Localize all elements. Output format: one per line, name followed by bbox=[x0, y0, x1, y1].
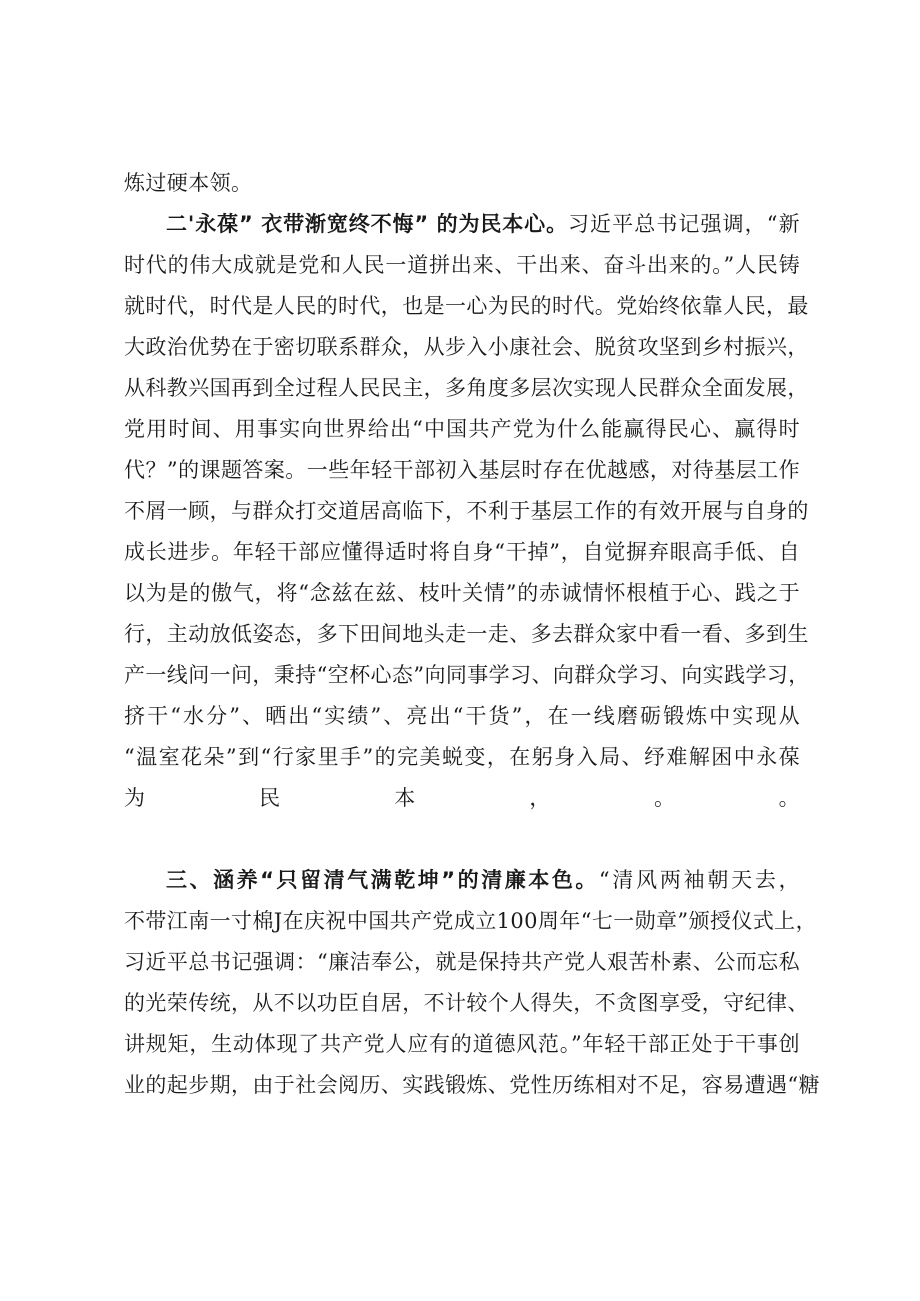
paragraph-1-line-8: 不屑一顾，与群众打交道居高临下，不利于基层工作的有效开展与自身的 bbox=[124, 499, 809, 523]
paragraph-1-line-6: 党用时间、用事实向世界给出“中国共产党为什么能赢得民心、赢得时 bbox=[124, 417, 800, 441]
paragraph-2-line-1-text: “清风两袖朝天去， bbox=[598, 868, 800, 892]
section-3-heading: 三、涵养“只留清气满乾坤”的清廉本色。 bbox=[166, 868, 599, 892]
paragraph-2-line-6: 业的起步期，由于社会阅历、实践锻炼、党性历练相对不足，容易遭遇“糖 bbox=[124, 1073, 820, 1097]
paragraph-1-line-3: 就时代，时代是人民的时代，也是一心为民的时代。党始终依靠人民，最 bbox=[124, 294, 809, 318]
paragraph-0-line-1: 炼过硬本领。 bbox=[124, 171, 253, 195]
paragraph-1-line-15: 为民本，。。 bbox=[124, 786, 800, 810]
paragraph-1-line-4: 大政治优势在于密切联系群众，从步入小康社会、脱贫攻坚到乡村振兴， bbox=[124, 335, 809, 359]
paragraph-2-line-5: 讲规矩，生动体现了共产党人应有的道德风范。”年轻干部正处于干事创 bbox=[124, 1032, 800, 1056]
paragraph-2-line-4: 的光荣传统，从不以功臣自居，不计较个人得失，不贪图享受，守纪律、 bbox=[124, 991, 809, 1015]
paragraph-2-line-2: 不带江南一寸棉J在庆祝中国共产党成立100周年“七一勋章”颁授仪式上， bbox=[124, 909, 817, 933]
paragraph-1-line-13: 挤干“水分”、晒出“实绩”、亮出“干货”，在一线磨砺锻炼中实现从 bbox=[124, 704, 800, 728]
paragraph-1-line-14: “温室花朵”到“行家里手”的完美蜕变，在躬身入局、纾难解困中永葆 bbox=[124, 745, 800, 769]
paragraph-1-line-2: 时代的伟大成就是党和人民一道拼出来、干出来、奋斗出来的。”人民铸 bbox=[124, 253, 800, 277]
paragraph-1-line-9: 成长进步。年轻干部应懂得适时将自身“干掉”，自觉摒弃眼高手低、自 bbox=[124, 540, 800, 564]
paragraph-1-line-12: 产一线问一问，秉持“空杯心态”向同事学习、向群众学习、向实践学习， bbox=[124, 663, 810, 687]
paragraph-2-line-3: 习近平总书记强调：“廉洁奉公，就是保持共产党人艰苦朴素、公而忘私 bbox=[124, 950, 800, 974]
paragraph-1-line-1 bbox=[166, 204, 800, 244]
paragraph-1-line-5: 从科教兴国再到全过程人民民主，多角度多层次实现人民群众全面发展， bbox=[124, 376, 809, 400]
section-2-heading: 二'永葆” 衣带渐宽终不悔” 的为民本心。 bbox=[166, 212, 568, 236]
paragraph-1-line-7: 代？”的课题答案。一些年轻干部初入基层时存在优越感，对待基层工作 bbox=[124, 458, 800, 482]
paragraph-1-line-1-text: 习近平总书记强调，“新 bbox=[567, 212, 801, 236]
paragraph-2-line-1 bbox=[166, 860, 800, 900]
paragraph-1-line-11: 行，主动放低姿态，多下田间地头走一走、多去群众家中看一看、多到生 bbox=[124, 622, 809, 646]
paragraph-1-line-10: 以为是的傲气，将“念兹在兹、枝叶关情”的赤诚情怀根植于心、践之于 bbox=[124, 581, 800, 605]
